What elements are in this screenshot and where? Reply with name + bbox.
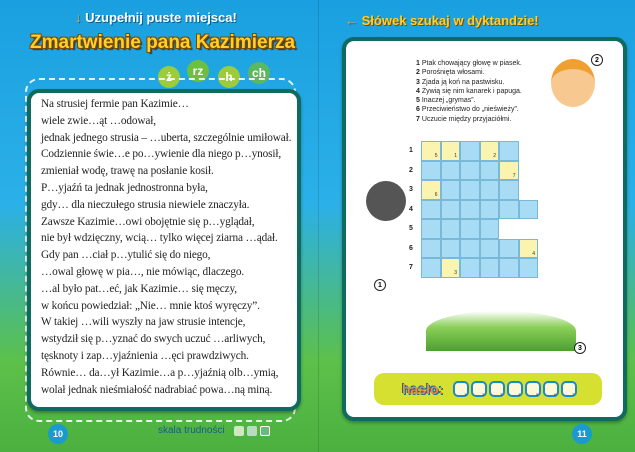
letter-bubble: rz <box>187 60 209 82</box>
crossword-cell[interactable] <box>499 180 519 200</box>
crossword-cell[interactable]: 7 <box>499 161 519 181</box>
crossword-cell[interactable]: 6 <box>421 180 441 200</box>
picture-label: 2 <box>591 54 603 66</box>
crossword-cell[interactable] <box>421 219 441 239</box>
crossword-cell[interactable] <box>480 200 500 220</box>
text-line: zmieniał wodę, trawę na posłanie kosił. <box>41 165 214 178</box>
text-line: nie był wdzięczny, wcią… tylko więcej ziarna …ądał. <box>41 232 278 245</box>
text-line: gdy… dla nieczułego strusia niewiele znaczyła. <box>41 198 250 211</box>
crossword-cell[interactable]: 4 <box>519 239 539 259</box>
clue-text: Przeciwieństwo do „nieświeży”. <box>421 106 519 114</box>
clue-list <box>416 59 522 124</box>
crossword-cell[interactable] <box>519 258 539 278</box>
text-line: P…yjaźń ta jednak jednostronna była, <box>41 181 208 194</box>
instruction <box>75 10 237 25</box>
difficulty-box <box>234 426 244 436</box>
crossword-cell[interactable] <box>441 180 461 200</box>
dictation-card <box>27 89 301 411</box>
clue-item <box>416 59 522 68</box>
clue-number: 7 <box>416 115 420 123</box>
crossword-cell[interactable] <box>441 239 461 259</box>
crossword-cell[interactable] <box>441 219 461 239</box>
crossword-cell[interactable] <box>421 161 441 181</box>
arrow-down-icon: ↓ <box>75 10 82 25</box>
crossword-cell[interactable] <box>460 141 480 161</box>
text-line: wiele zwie…ąt …odował, <box>41 114 156 127</box>
crossword-cell[interactable] <box>480 161 500 181</box>
crossword-cell[interactable] <box>499 141 519 161</box>
page-number: 11 <box>572 424 592 444</box>
crossword-cell[interactable] <box>441 161 461 181</box>
row-label: 7 <box>409 264 413 271</box>
password-box[interactable]: 3 <box>489 381 505 397</box>
crossword-cell[interactable] <box>421 258 441 278</box>
arrow-left-icon: ← <box>345 13 358 28</box>
page-title: Zmartwienie pana Kazimierza <box>30 32 296 53</box>
crossword-cell[interactable] <box>480 239 500 259</box>
crossword-cell[interactable] <box>460 180 480 200</box>
password-bar <box>374 373 602 405</box>
text-line: …owal głowę w pia…, nie mówiąc, dlaczego. <box>41 265 245 278</box>
text-line: Równie… da…ył Kazimie…a p…yjaźnią olb…ymią, <box>41 366 279 379</box>
clue-text: Inaczej „grymas”. <box>421 97 476 105</box>
password-box[interactable]: 2 <box>471 381 487 397</box>
crossword-cell[interactable] <box>421 239 441 259</box>
text-line: Codziennie świe…e po…ywienie dla niego p…ynosił, <box>41 148 282 161</box>
clue-number: 5 <box>416 97 420 105</box>
instruction <box>345 13 539 28</box>
picture-label: 1 <box>374 279 386 291</box>
difficulty-scale <box>158 425 270 436</box>
difficulty-box <box>260 426 270 436</box>
row-label: 1 <box>409 147 413 154</box>
clue-number: 3 <box>416 78 420 86</box>
crossword-cell[interactable] <box>460 258 480 278</box>
letter-bubble: ch <box>248 62 270 84</box>
text-line: Gdy pan …ciał p…ytulić się do niego, <box>41 249 211 262</box>
clue-number: 1 <box>416 60 420 67</box>
crossword-cell[interactable]: 5 <box>421 141 441 161</box>
row-label: 3 <box>409 186 413 193</box>
crossword-cell[interactable] <box>460 219 480 239</box>
letter-bubble: ż <box>158 66 180 88</box>
clue-number: 6 <box>416 106 420 114</box>
clue-text: Ptak chowający głowę w piasek. <box>421 60 522 67</box>
crossword-cell[interactable] <box>421 200 441 220</box>
text-line: Zawsze Kazimie…owi obojętnie się p…yglądał, <box>41 215 255 228</box>
crossword-cell[interactable] <box>480 258 500 278</box>
letter-bubble: h <box>218 66 240 88</box>
text-line: W takiej …wili wyszły na jaw strusie intencje, <box>41 316 246 329</box>
password-box[interactable]: 6 <box>543 381 559 397</box>
clue-item <box>416 87 522 96</box>
crossword-cell[interactable] <box>499 239 519 259</box>
clue-item <box>416 105 522 114</box>
page-number: 10 <box>48 424 68 444</box>
crossword-cell[interactable] <box>460 200 480 220</box>
password-label: hasło: <box>402 381 444 397</box>
difficulty-box <box>247 426 257 436</box>
clue-text: Uczucie między przyjaciółmi. <box>421 115 512 123</box>
text-line: wolał jednak nieśmiałość nadrabiać powa…ną miną. <box>41 383 273 396</box>
row-label: 5 <box>409 225 413 232</box>
picture-label: 3 <box>574 342 586 354</box>
instruction-text: Słówek szukaj w dyktandzie! <box>361 13 539 28</box>
row-label: 2 <box>409 166 413 174</box>
row-label: 6 <box>409 244 413 252</box>
text-line: wstydził się p…yznać do swych uczuć …arliwych, <box>41 333 266 346</box>
password-box[interactable]: 4 <box>507 381 523 397</box>
clue-text: Żywią się nim kanarek i papuga. <box>421 87 522 95</box>
difficulty-label: skala trudności <box>158 425 225 436</box>
text-line: jednak jednego strusia – …uberta, szczególnie umiłował. <box>41 131 292 144</box>
crossword-cell[interactable] <box>441 200 461 220</box>
crossword-cell[interactable]: 2 <box>480 141 500 161</box>
crossword-cell[interactable] <box>499 258 519 278</box>
clue-number: 4 <box>416 87 420 95</box>
crossword-cell[interactable] <box>480 180 500 200</box>
text-line: …al było pat…eć, jak Kazimie… się męczy, <box>41 282 237 295</box>
clue-number: 2 <box>416 69 420 77</box>
crossword-card <box>342 37 627 421</box>
clue-text: Zjada ją koń na pastwisku. <box>421 78 505 86</box>
text-line: w końcu powiedział: „Nie… mnie ktoś wyręczy”. <box>41 299 260 312</box>
ostrich-illustration <box>366 181 406 221</box>
right-page <box>318 0 635 452</box>
clue-item <box>416 78 522 87</box>
row-label: 4 <box>409 205 413 213</box>
crossword-cell[interactable] <box>499 200 519 220</box>
crossword-cell[interactable] <box>480 219 500 239</box>
password-box[interactable]: 7 <box>561 381 577 397</box>
text-line: Na strusiej fermie pan Kazimie… <box>41 98 189 110</box>
instruction-text: Uzupełnij puste miejsca! <box>85 10 237 25</box>
grass-illustration <box>426 311 576 351</box>
clue-item <box>416 115 522 124</box>
girl-illustration <box>551 59 595 107</box>
crossword-cell[interactable]: 3 <box>441 258 461 278</box>
clue-text: Porośnięta włosami. <box>421 69 485 77</box>
crossword-cell[interactable] <box>460 239 480 259</box>
crossword-cell[interactable] <box>519 200 539 220</box>
text-line: tęsknoty i zap…yjaźnienia …ęci prawdziwych. <box>41 349 249 362</box>
password-box[interactable]: 5 <box>525 381 541 397</box>
crossword-cell[interactable] <box>460 161 480 181</box>
clue-item <box>416 68 522 77</box>
password-box[interactable]: 1 <box>453 381 469 397</box>
clue-item <box>416 96 522 105</box>
crossword-cell[interactable]: 1 <box>441 141 461 161</box>
